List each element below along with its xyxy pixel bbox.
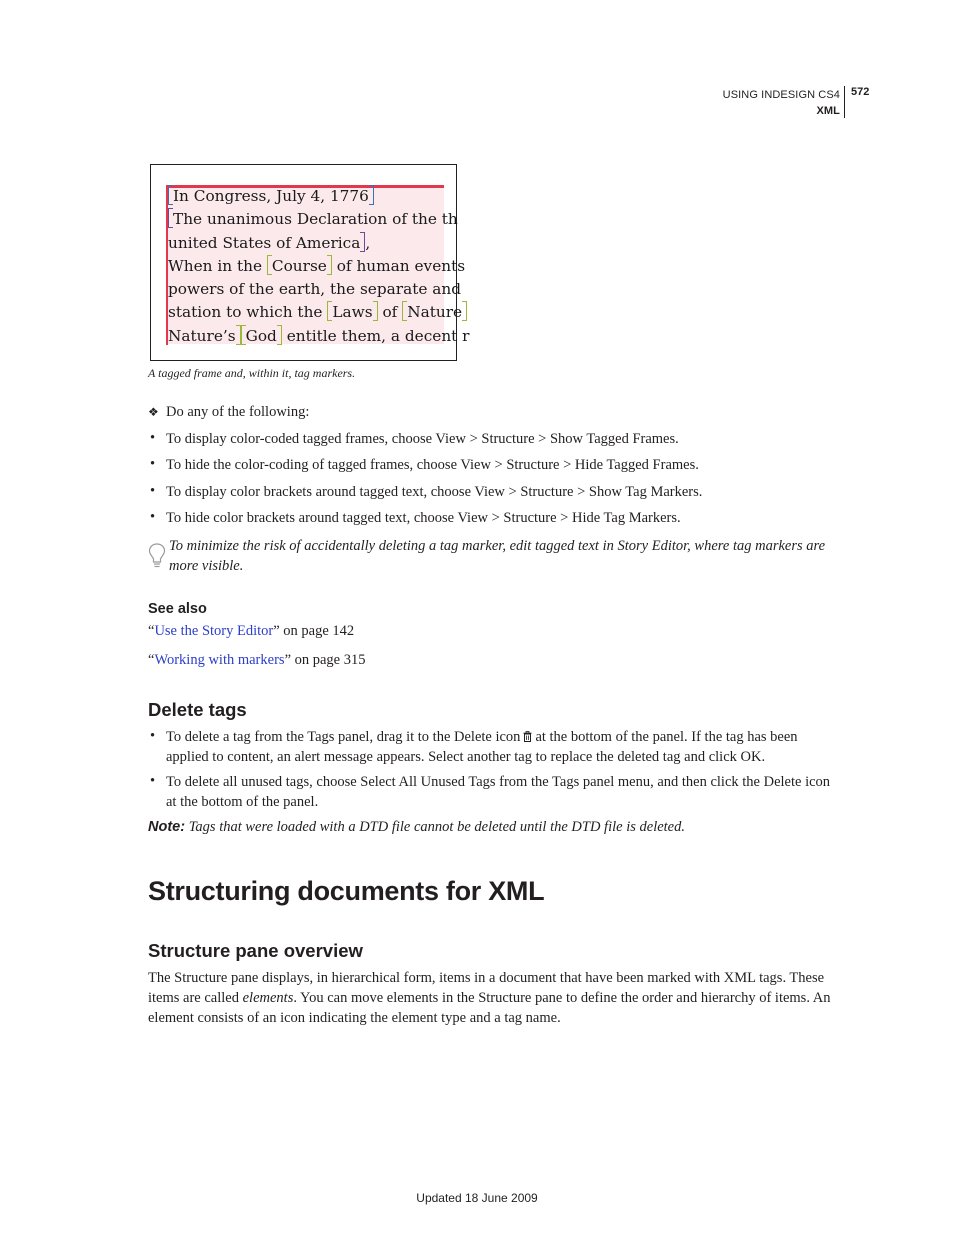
tagged-frame-figure bbox=[150, 164, 470, 361]
page-number: 572 bbox=[851, 86, 870, 98]
cross-reference: “Working with markers” on page 315 bbox=[148, 652, 366, 668]
note: Note: Tags that were loaded with a DTD file cannot be deleted until the DTD file is deleted. bbox=[148, 819, 685, 835]
bullet-icon: • bbox=[150, 728, 156, 744]
cross-reference: “Use the Story Editor” on page 142 bbox=[148, 623, 355, 639]
figure-line: united States of America , bbox=[168, 233, 371, 252]
figure-line: The unanimous Declaration of the th bbox=[168, 208, 470, 231]
chapter-heading: Structuring documents for XML bbox=[148, 876, 545, 906]
bullet-icon: • bbox=[150, 456, 156, 472]
body-paragraph: The Structure pane displays, in hierarchical form, items in a document that have been marked with XML tags. These items are called elements. You can move elements in the Structure pane to define the order and hierarchy of items. An element consists of an icon indicating the element type and a tag name. bbox=[148, 970, 831, 1026]
note-label: Note: bbox=[148, 819, 186, 835]
book-title: USING INDESIGN CS4 bbox=[722, 89, 840, 101]
structure-pane-heading: Structure pane overview bbox=[148, 940, 363, 961]
steps-intro: Do any of the following: bbox=[166, 404, 310, 420]
list-item: To delete all unused tags, choose Select All Unused Tags from the Tags panel menu, and then click the Delete icon at the bottom of the panel. bbox=[166, 774, 831, 810]
header-divider bbox=[844, 86, 845, 118]
bullet-icon: • bbox=[150, 483, 156, 499]
delete-tags-heading: Delete tags bbox=[148, 699, 247, 720]
link-use-story-editor[interactable]: Use the Story Editor bbox=[154, 623, 274, 639]
bullet-icon: • bbox=[150, 773, 156, 789]
figure-caption: A tagged frame and, within it, tag markers. bbox=[148, 366, 356, 380]
figure-line: Nature’s God entitle them, a decent r bbox=[168, 326, 470, 345]
bullet-icon: • bbox=[150, 430, 156, 446]
link-working-with-markers[interactable]: Working with markers bbox=[154, 652, 285, 668]
figure-line: powers of the earth, the separate and bbox=[168, 280, 462, 299]
figure-line: When in the Course of human events bbox=[168, 256, 466, 275]
list-item: To display color-coded tagged frames, choose View > Structure > Show Tagged Frames. bbox=[166, 431, 679, 447]
footer-updated: Updated 18 June 2009 bbox=[416, 1191, 538, 1205]
figure-line: In Congress, July 4, 1776 bbox=[168, 185, 470, 208]
see-also-heading: See also bbox=[148, 601, 207, 617]
section-title: XML bbox=[816, 105, 840, 117]
running-header bbox=[723, 87, 840, 119]
tag-marker-close bbox=[369, 185, 374, 205]
bullet-icon: • bbox=[150, 509, 156, 525]
tag-marker-close bbox=[462, 301, 467, 321]
list-item: To hide color brackets around tagged text, choose View > Structure > Hide Tag Markers. bbox=[166, 510, 681, 526]
lightbulb-tip-icon bbox=[148, 542, 166, 570]
figure-line: station to which the Laws of Nature bbox=[168, 301, 470, 324]
list-item: To hide the color-coding of tagged frames, choose View > Structure > Hide Tagged Frames. bbox=[166, 457, 699, 473]
tagged-frame-text bbox=[168, 185, 470, 348]
tip-text: To minimize the risk of accidentally deleting a tag marker, edit tagged text in Story Editor, where tag markers are more visible. bbox=[169, 538, 826, 574]
step-diamond-icon: ❖ bbox=[148, 405, 159, 419]
trash-icon bbox=[523, 731, 532, 742]
list-item: To delete a tag from the Tags panel, drag it to the Delete icon at the bottom of the panel. If the tag has been applied to content, an alert message appears. Select another tag to replace the deleted tag and click OK. bbox=[166, 729, 798, 765]
list-item: To display color brackets around tagged text, choose View > Structure > Show Tag Markers. bbox=[166, 484, 703, 500]
